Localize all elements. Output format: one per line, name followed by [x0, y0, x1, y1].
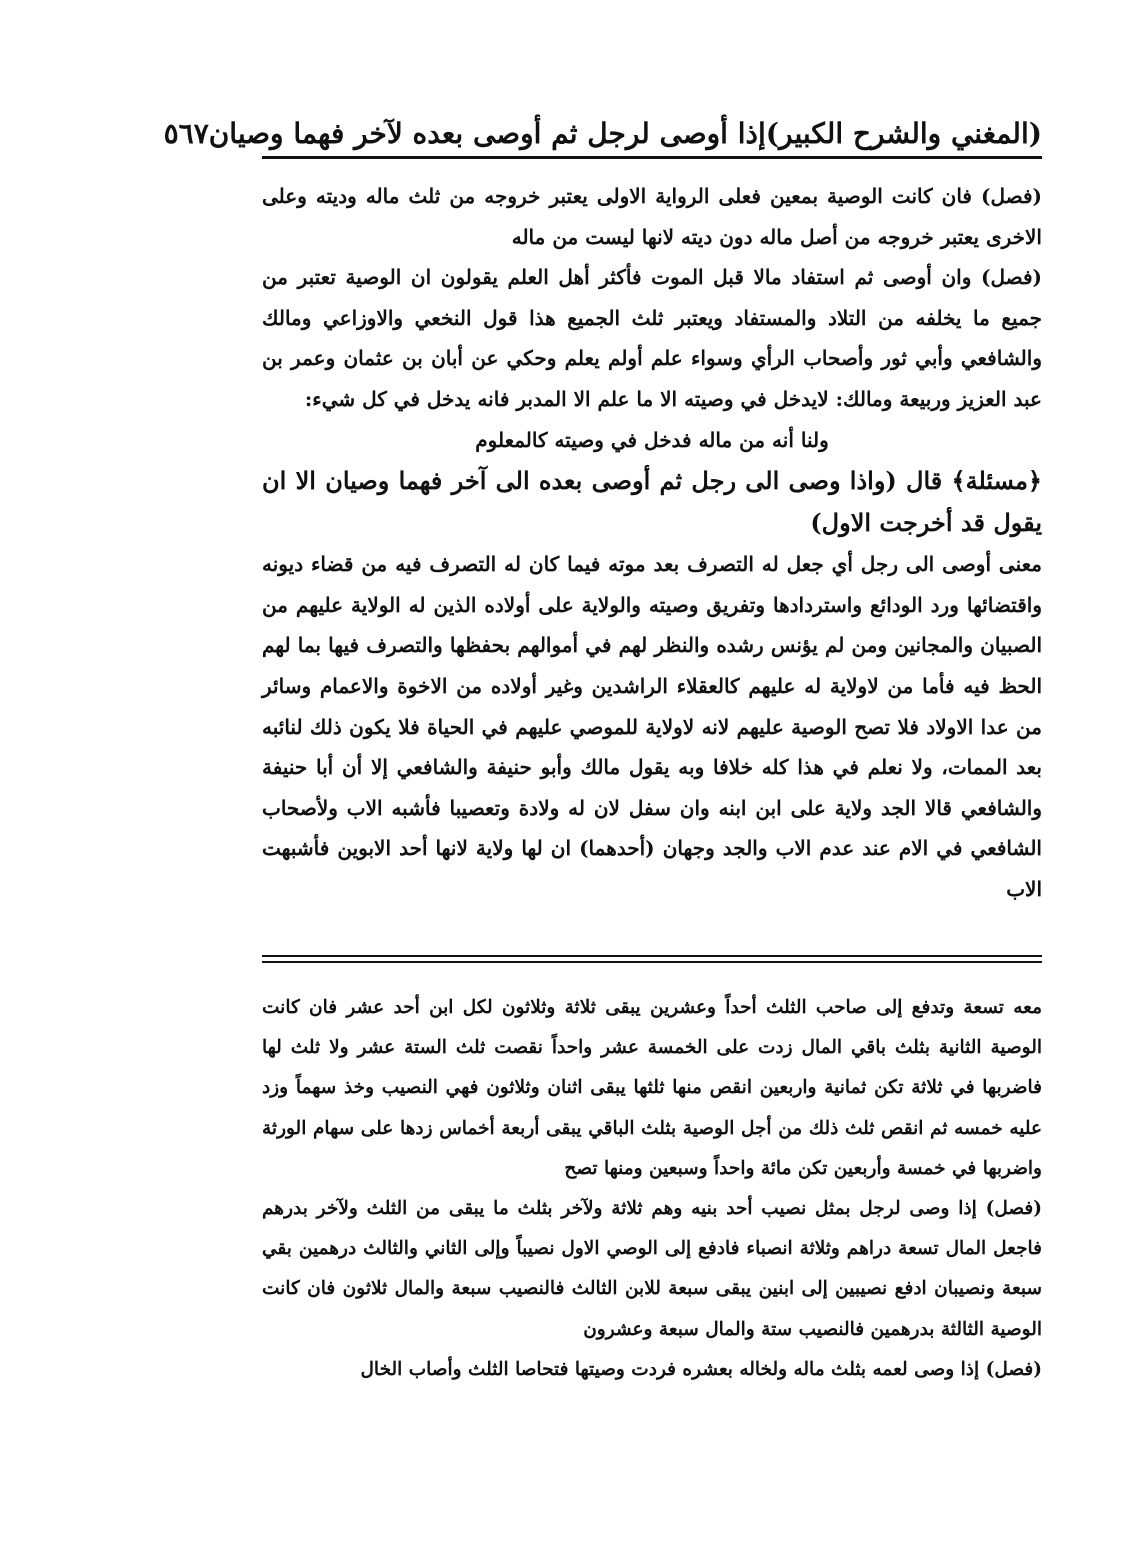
masala-heading: ﴿مسئلة﴾ قال (واذا وصى الى رجل ثم أوصى بعده الى آخر فهما وصيان الا ان يقول قد أخرجت الاول)	[262, 466, 1042, 538]
page-header	[163, 112, 1042, 154]
page-number: ٥٦٧	[163, 116, 209, 150]
divider-line-top	[262, 955, 1042, 957]
header-rule	[262, 156, 1042, 159]
main-paragraph-5: معنى أوصى الى رجل أي جعل له التصرف بعد موته فيما كان له التصرف فيه من قضاء ديونه واقتضائها ورد الودائع واستردادها وتفريق وصيته والولاية على أولاده الذين له الولاية عليهم من الصبيان والمجانين ومن لم يؤنس رشده والنظر لهم في أموالهم بحفظها والتصرف فيها بما لهم الحظ فيه فأما من لاولاية له عليهم كالعقلاء الراشدين وغير أولاده من الاخوة والاعمام وسائر من عدا الاولاد فلا تصح الوصية عليهم لانه لاولاية للموصي عليهم في الحياة فلا يكون ذلك لنائبه بعد الممات، ولا نعلم في هذا كله خلافا وبه يقول مالك وأبو حنيفة والشافعي إلا أن أبا حنيفة والشافعي قالا الجد ولاية على ابن ابنه وان سفل لان له ولادة وتعصيبا فأشبه الاب ولأصحاب الشافعي في الام عند عدم الاب والجد وجهان (أحدهما) ان لها ولاية لانها أحد الابوين فأشبهت الاب	[262, 552, 1042, 901]
commentary-text	[262, 988, 1042, 1390]
footnote-divider	[262, 955, 1042, 965]
commentary-paragraph-1: معه تسعة وتدفع إلى صاحب الثلث أحداً وعشرين يبقى ثلاثة وثلاثون لكل ابن أحد عشر فان كانت الوصية الثانية بثلث باقي المال زدت على الخمسة عشر واحداً نقصت ثلث الستة عشر ولا ثلث لها فاضربها في ثلاثة تكن ثمانية واربعين انقص منها ثلثها يبقى اثنان وثلاثون فهي النصيب وخذ سهماً وزد عليه خمسه ثم انقص ثلث ذلك من أجل الوصية بثلث الباقي يبقى أربعة أخماس زدها على سهام الورثة واضربها في خمسة وأربعين تكن مائة واحداً وسبعين ومنها تصح	[262, 997, 1042, 1179]
book-title: (المغني والشرح الكبير)	[765, 116, 1042, 150]
main-paragraph-2: (فصل) وان أوصى ثم استفاد مالا قبل الموت فأكثر أهل العلم يقولون ان الوصية تعتبر من جميع ما يخلفه من التلاد والمستفاد ويعتبر ثلث الجميع هذا قول النخعي والاوزاعي ومالك والشافعي وأبي ثور وأصحاب الرأي وسواء علم أولم يعلم وحكي عن أبان بن عثمان وعمر بن عبد العزيز وربيعة ومالك: لايدخل في وصيته الا ما علم الا المدبر فانه يدخل في كل شيء:	[262, 265, 1042, 411]
commentary-paragraph-2: (فصل) إذا وصى لرجل بمثل نصيب أحد بنيه وهم ثلاثة ولآخر بثلث ما يبقى من الثلث ولآخر بدرهم فاجعل المال تسعة دراهم وثلاثة انصباء فادفع إلى الوصي الاول نصيباً وإلى الثاني والثالث درهمين بقي سبعة ونصيبان ادفع نصيبين إلى ابنين يبقى سبعة للابن الثالث فالنصيب سبعة والمال ثلاثون فان كانت الوصية الثالثة بدرهمين فالنصيب ستة والمال سبعة وعشرون	[262, 1198, 1042, 1340]
main-paragraph-1: (فصل) فان كانت الوصية بمعين فعلى الرواية الاولى يعتبر خروجه من ثلث ماله وديته وعلى الاخرى يعتبر خروجه من أصل ماله دون ديته لانها ليست من ماله	[262, 184, 1042, 249]
main-text	[262, 176, 1042, 910]
divider-line-bottom	[262, 961, 1042, 963]
main-paragraph-3: ولنا أنه من ماله فدخل في وصيته كالمعلوم	[475, 427, 829, 452]
commentary-paragraph-3: (فصل) إذا وصى لعمه بثلث ماله ولخاله بعشره فردت وصيتها فتحاصا الثلث وأصاب الخال	[360, 1358, 1042, 1380]
chapter-title: إذا أوصى لرجل ثم أوصى بعده لآخر فهما وصيان	[208, 116, 766, 150]
